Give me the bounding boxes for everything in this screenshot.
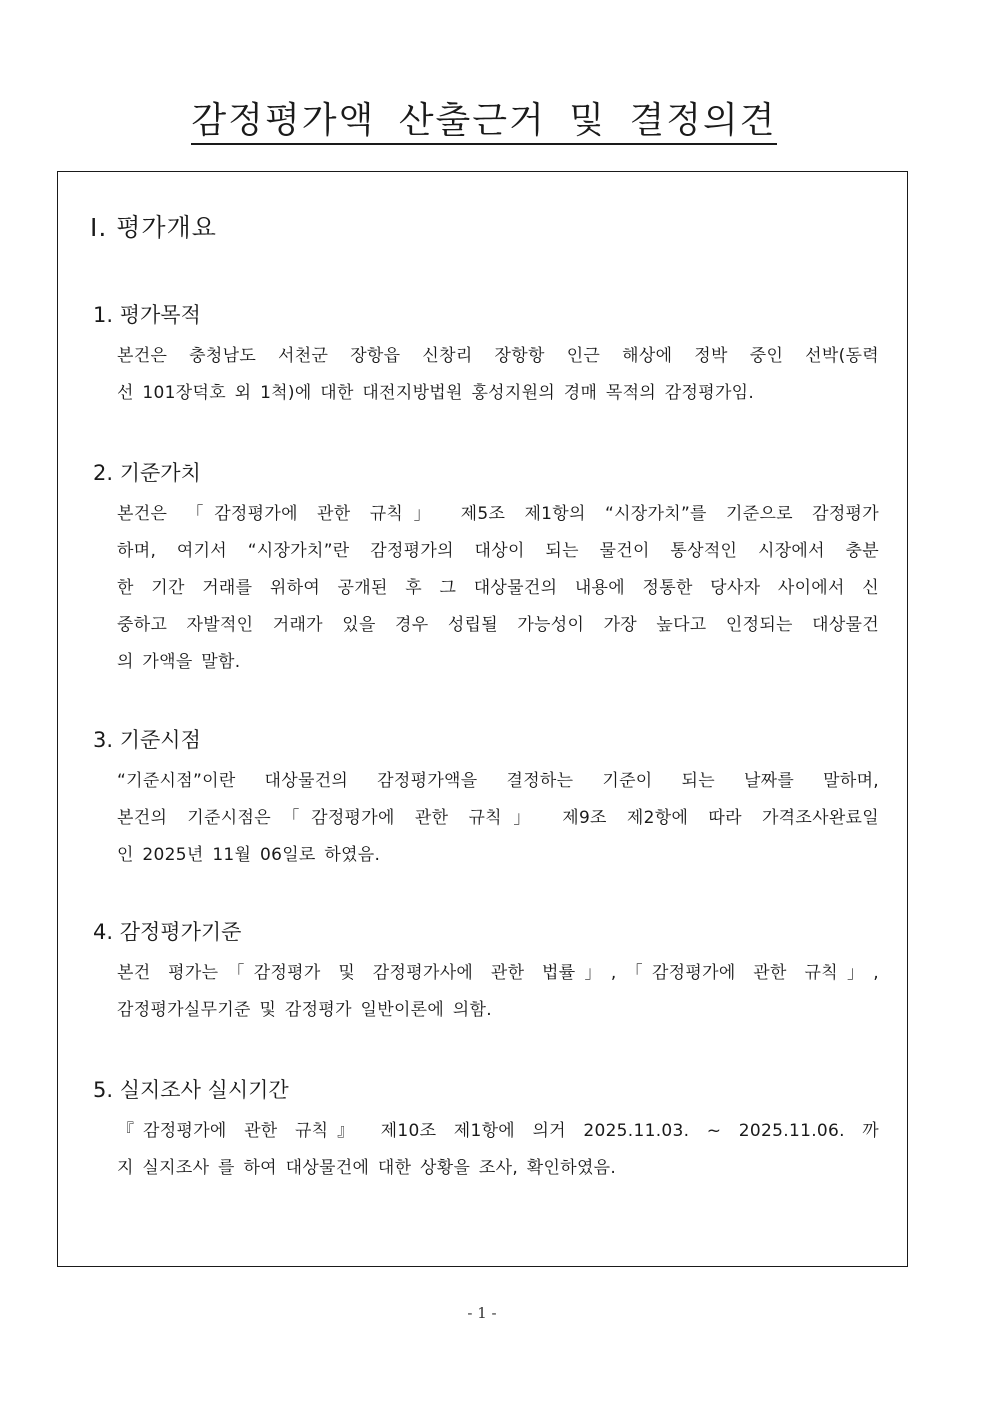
document-title: [0, 92, 968, 143]
page-number: - 1 -: [467, 1304, 497, 1322]
body-line: 본건은 「감정평가에 관한 규칙」 제5조 제1항의 “시장가치”를 기준으로 감정평가: [117, 504, 879, 524]
body-line: 감정평가실무기준 및 감정평가 일반이론에 의함.: [117, 1000, 492, 1020]
item-title: 3. 기준시점: [93, 728, 201, 752]
item-field-survey-period: [93, 1075, 879, 1187]
body-line: 하며, 여기서 “시장가치”란 감정평가의 대상이 되는 물건이 통상적인 시장에서 충분: [117, 541, 879, 561]
item-title: 4. 감정평가기준: [93, 920, 242, 944]
body-line: 본건의 기준시점은「감정평가에 관한 규칙」 제9조 제2항에 따라 가격조사완료일: [117, 808, 879, 828]
body-line: 의 가액을 말함.: [117, 652, 241, 672]
item-body: [93, 955, 879, 1029]
item-standard-value: [93, 458, 879, 681]
item-title: 5. 실지조사 실시기간: [93, 1078, 289, 1102]
item-body: [93, 338, 879, 412]
body-line: 한 기간 거래를 위하여 공개된 후 그 대상물건의 내용에 정통한 당사자 사이에서 신: [117, 578, 879, 598]
body-line: 지 실지조사 를 하여 대상물건에 대한 상황을 조사, 확인하였음.: [117, 1158, 617, 1178]
body-line: 『감정평가에 관한 규칙』 제10조 제1항에 의거 2025.11.03. ~ 2025.11.06. 까: [117, 1121, 879, 1141]
body-line: 본건은 충청남도 서천군 장항읍 신창리 장항항 인근 해상에 정박 중인 선박(동력: [117, 346, 879, 366]
item-body: [93, 763, 879, 874]
item-title: 1. 평가목적: [93, 303, 201, 327]
item-evaluation-purpose: [93, 300, 879, 412]
item-evaluation-criteria: [93, 917, 879, 1029]
body-line: 인 2025년 11월 06일로 하였음.: [117, 845, 381, 865]
document-title-text: 감정평가액 산출근거 및 결정의견: [191, 100, 776, 145]
item-base-date: [93, 725, 879, 874]
item-title: 2. 기준가치: [93, 461, 201, 485]
body-line: 선 101장덕호 외 1척)에 대한 대전지방법원 홍성지원의 경매 목적의 감정평가임.: [117, 383, 755, 403]
body-line: “기준시점”이란 대상물건의 감정평가액을 결정하는 기준이 되는 날짜를 말하며,: [117, 771, 879, 791]
item-body: [93, 1113, 879, 1187]
body-line: 본건 평가는「감정평가 및 감정평가사에 관한 법률」,「감정평가에 관한 규칙」,: [117, 963, 879, 983]
body-line: 중하고 자발적인 거래가 있을 경우 성립될 가능성이 가장 높다고 인정되는 대상물건: [117, 615, 879, 635]
section-heading-overview: Ⅰ. 평가개요: [90, 213, 217, 242]
item-body: [93, 496, 879, 681]
